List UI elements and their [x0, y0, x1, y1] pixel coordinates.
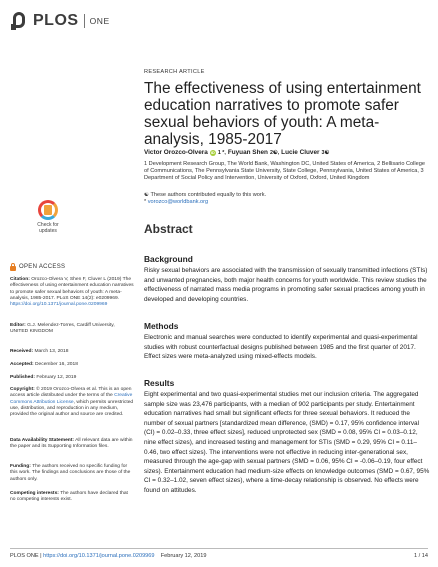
author-3[interactable]: Lucie Cluver — [281, 149, 320, 156]
copyright-label: Copyright: — [10, 387, 35, 392]
citation-block — [10, 277, 134, 308]
competing-interests-text: The authors have declared that no competing interests exist. — [10, 491, 128, 503]
methods-text: Electronic and manual searches were conducted to identify experimental and quasi-experimental studies with robust counterfactual designs published between 1985 and the first quarter of 2017. Effect sizes were meta-analyzed using mixed-effects models. — [144, 334, 418, 361]
background-heading: Background — [144, 254, 193, 264]
article-type: RESEARCH ARTICLE — [144, 69, 205, 75]
accepted-label: Accepted: — [10, 362, 34, 367]
data-availability-label: Data Availability Statement: — [10, 438, 75, 443]
citation-label: Citation: — [10, 277, 30, 282]
methods-heading: Methods — [144, 321, 179, 331]
check-for-updates-icon — [38, 200, 58, 220]
author-2-marks: 2☯, — [269, 149, 280, 156]
correspondence-note — [144, 199, 430, 206]
check-for-updates-line2: updates — [39, 228, 57, 234]
received-label: Received: — [10, 349, 34, 354]
logo-brand: PLOS — [33, 12, 79, 29]
copyright-text-end: , which permits unrestricted use, distribution, and reproduction in any medium, provided the original author and source are credited. — [10, 399, 134, 418]
author-1[interactable]: Victor Orozco-Olvera — [144, 149, 208, 156]
funding-text: The authors received no specific funding for this work. The findings and conclusions are those of the authors only. — [10, 464, 131, 482]
funding-label: Funding: — [10, 464, 31, 469]
data-availability-text: All relevant data are within the paper and its Supporting Information files. — [10, 438, 133, 450]
license-link[interactable]: Creative Commons Attribution License — [10, 393, 133, 405]
editor-block — [10, 323, 134, 336]
author-notes — [144, 192, 430, 206]
open-access-lock-icon — [10, 263, 16, 271]
plos-logo-icon — [10, 10, 32, 32]
results-heading: Results — [144, 378, 175, 388]
copyright-block — [10, 387, 134, 418]
logo-divider — [84, 14, 85, 28]
open-access-label — [10, 263, 65, 271]
plos-one-logo — [10, 10, 110, 32]
received-date: March 13, 2018 — [34, 349, 69, 354]
editor-label: Editor: — [10, 323, 26, 328]
author-list — [144, 149, 430, 156]
accepted-date: December 16, 2018 — [35, 362, 78, 367]
received-block — [10, 349, 134, 355]
open-access-text: OPEN ACCESS — [19, 264, 66, 270]
accepted-block — [10, 362, 134, 368]
copyright-text: © 2019 Orozco-Olvera et al. This is an open access article distributed under the terms of the — [10, 387, 132, 399]
citation-doi-link[interactable]: https://doi.org/10.1371/journal.pone.0209969 — [10, 302, 108, 308]
footer-divider — [10, 548, 428, 549]
footer-date: February 12, 2019 — [160, 553, 207, 559]
orcid-icon[interactable]: iD — [210, 149, 215, 155]
background-text: Risky sexual behaviors are associated with the transmission of sexually transmitted infections (STIs) and unwanted pregnancies, both major health concerns for youth worldwide. This review studies the effectiveness of narrated mass media programs in promoting safer sexual practices among youth in developed and developing countries. — [144, 267, 428, 303]
author-3-marks: 3☯ — [321, 149, 330, 156]
competing-interests-label: Competing interests: — [10, 491, 59, 496]
data-availability-block — [10, 438, 134, 451]
competing-interests-block — [10, 491, 134, 504]
abstract-heading: Abstract — [144, 222, 193, 236]
editor-text: G.J. Melendez-Torres, Cardiff University, UNITED KINGDOM — [10, 323, 115, 335]
footer-left — [10, 553, 206, 559]
email-prefix: * — [144, 199, 148, 205]
funding-block — [10, 464, 134, 483]
author-1-marks: 1 *, — [217, 149, 226, 156]
affiliations: 1 Development Research Group, The World Bank, Washington DC, United States of America, 2 Bellisario College of Communications, The Pennsylvania State University, State College, Pennsylvania, United States of America, 3 Department of Social Policy and Intervention, University of Oxford, Oxford, United Kingdom — [144, 161, 425, 181]
footer-doi-link[interactable]: https://doi.org/10.1371/journal.pone.0209969 — [43, 553, 155, 559]
published-label: Published: — [10, 375, 35, 380]
correspondence-email-link[interactable]: vorozco@worldbank.org — [147, 199, 209, 205]
author-2[interactable]: Fuyuan Shen — [227, 149, 268, 156]
article-title: The effectiveness of using entertainment education narratives to promote safer sexual behaviors of youth: A meta-analysis, 1985-2017 — [144, 80, 421, 148]
citation-text: Orozco-Olvera V, Shen F, Cluver L (2019) The effectiveness of using entertainment education narratives to promote safer sexual behaviors of youth: A meta-analysis, 1985-2017. PLoS ONE 14(2): e0209969. — [10, 277, 134, 301]
results-text: Eight experimental and two quasi-experimental studies met our inclusion criteria. The aggregated sample size was 23,476 participants, with a median of 902 participants per study. Entertainment education narratives had small but significant effects for three sexual behaviors. It reduced the number of sexual partners [standardized mean difference, (SMD) = 0.17, 95% confidence interval (CI) = 0.02–0.33, three effect sizes], reduced unprotected sex (SMD = 0.08, 95% CI = 0.03–0.12, nine effect sizes), and increased testing and management for STIs (SMD = 0.29, 95% CI = 0.11–0.46, two effect sizes). The interventions were not effective in reducing inter-generational sex, measured through the age-gap with sexual partners (SMD = 0.06, 95% CI = -0.06–0.19, four effect sizes). Entertainment education had medium-size effects on knowledge outcomes (SMD = 0.67, 95% CI = 0.32–1.02, seven effect sizes), where a time-decay relationship is observed. No effects were found on attitudes. — [144, 391, 430, 494]
check-for-updates-label — [30, 222, 66, 234]
check-for-updates-line1: Check for — [37, 222, 59, 228]
logo-journal: ONE — [89, 16, 110, 26]
published-block — [10, 375, 134, 381]
page-number: 1 / 14 — [414, 553, 428, 559]
footer-journal: PLOS ONE | — [10, 553, 44, 559]
equal-contribution-note: ☯ These authors contributed equally to this work. — [144, 192, 267, 198]
page-footer — [10, 553, 428, 559]
check-for-updates-badge[interactable] — [30, 200, 66, 236]
published-date: February 12, 2019 — [36, 375, 77, 380]
